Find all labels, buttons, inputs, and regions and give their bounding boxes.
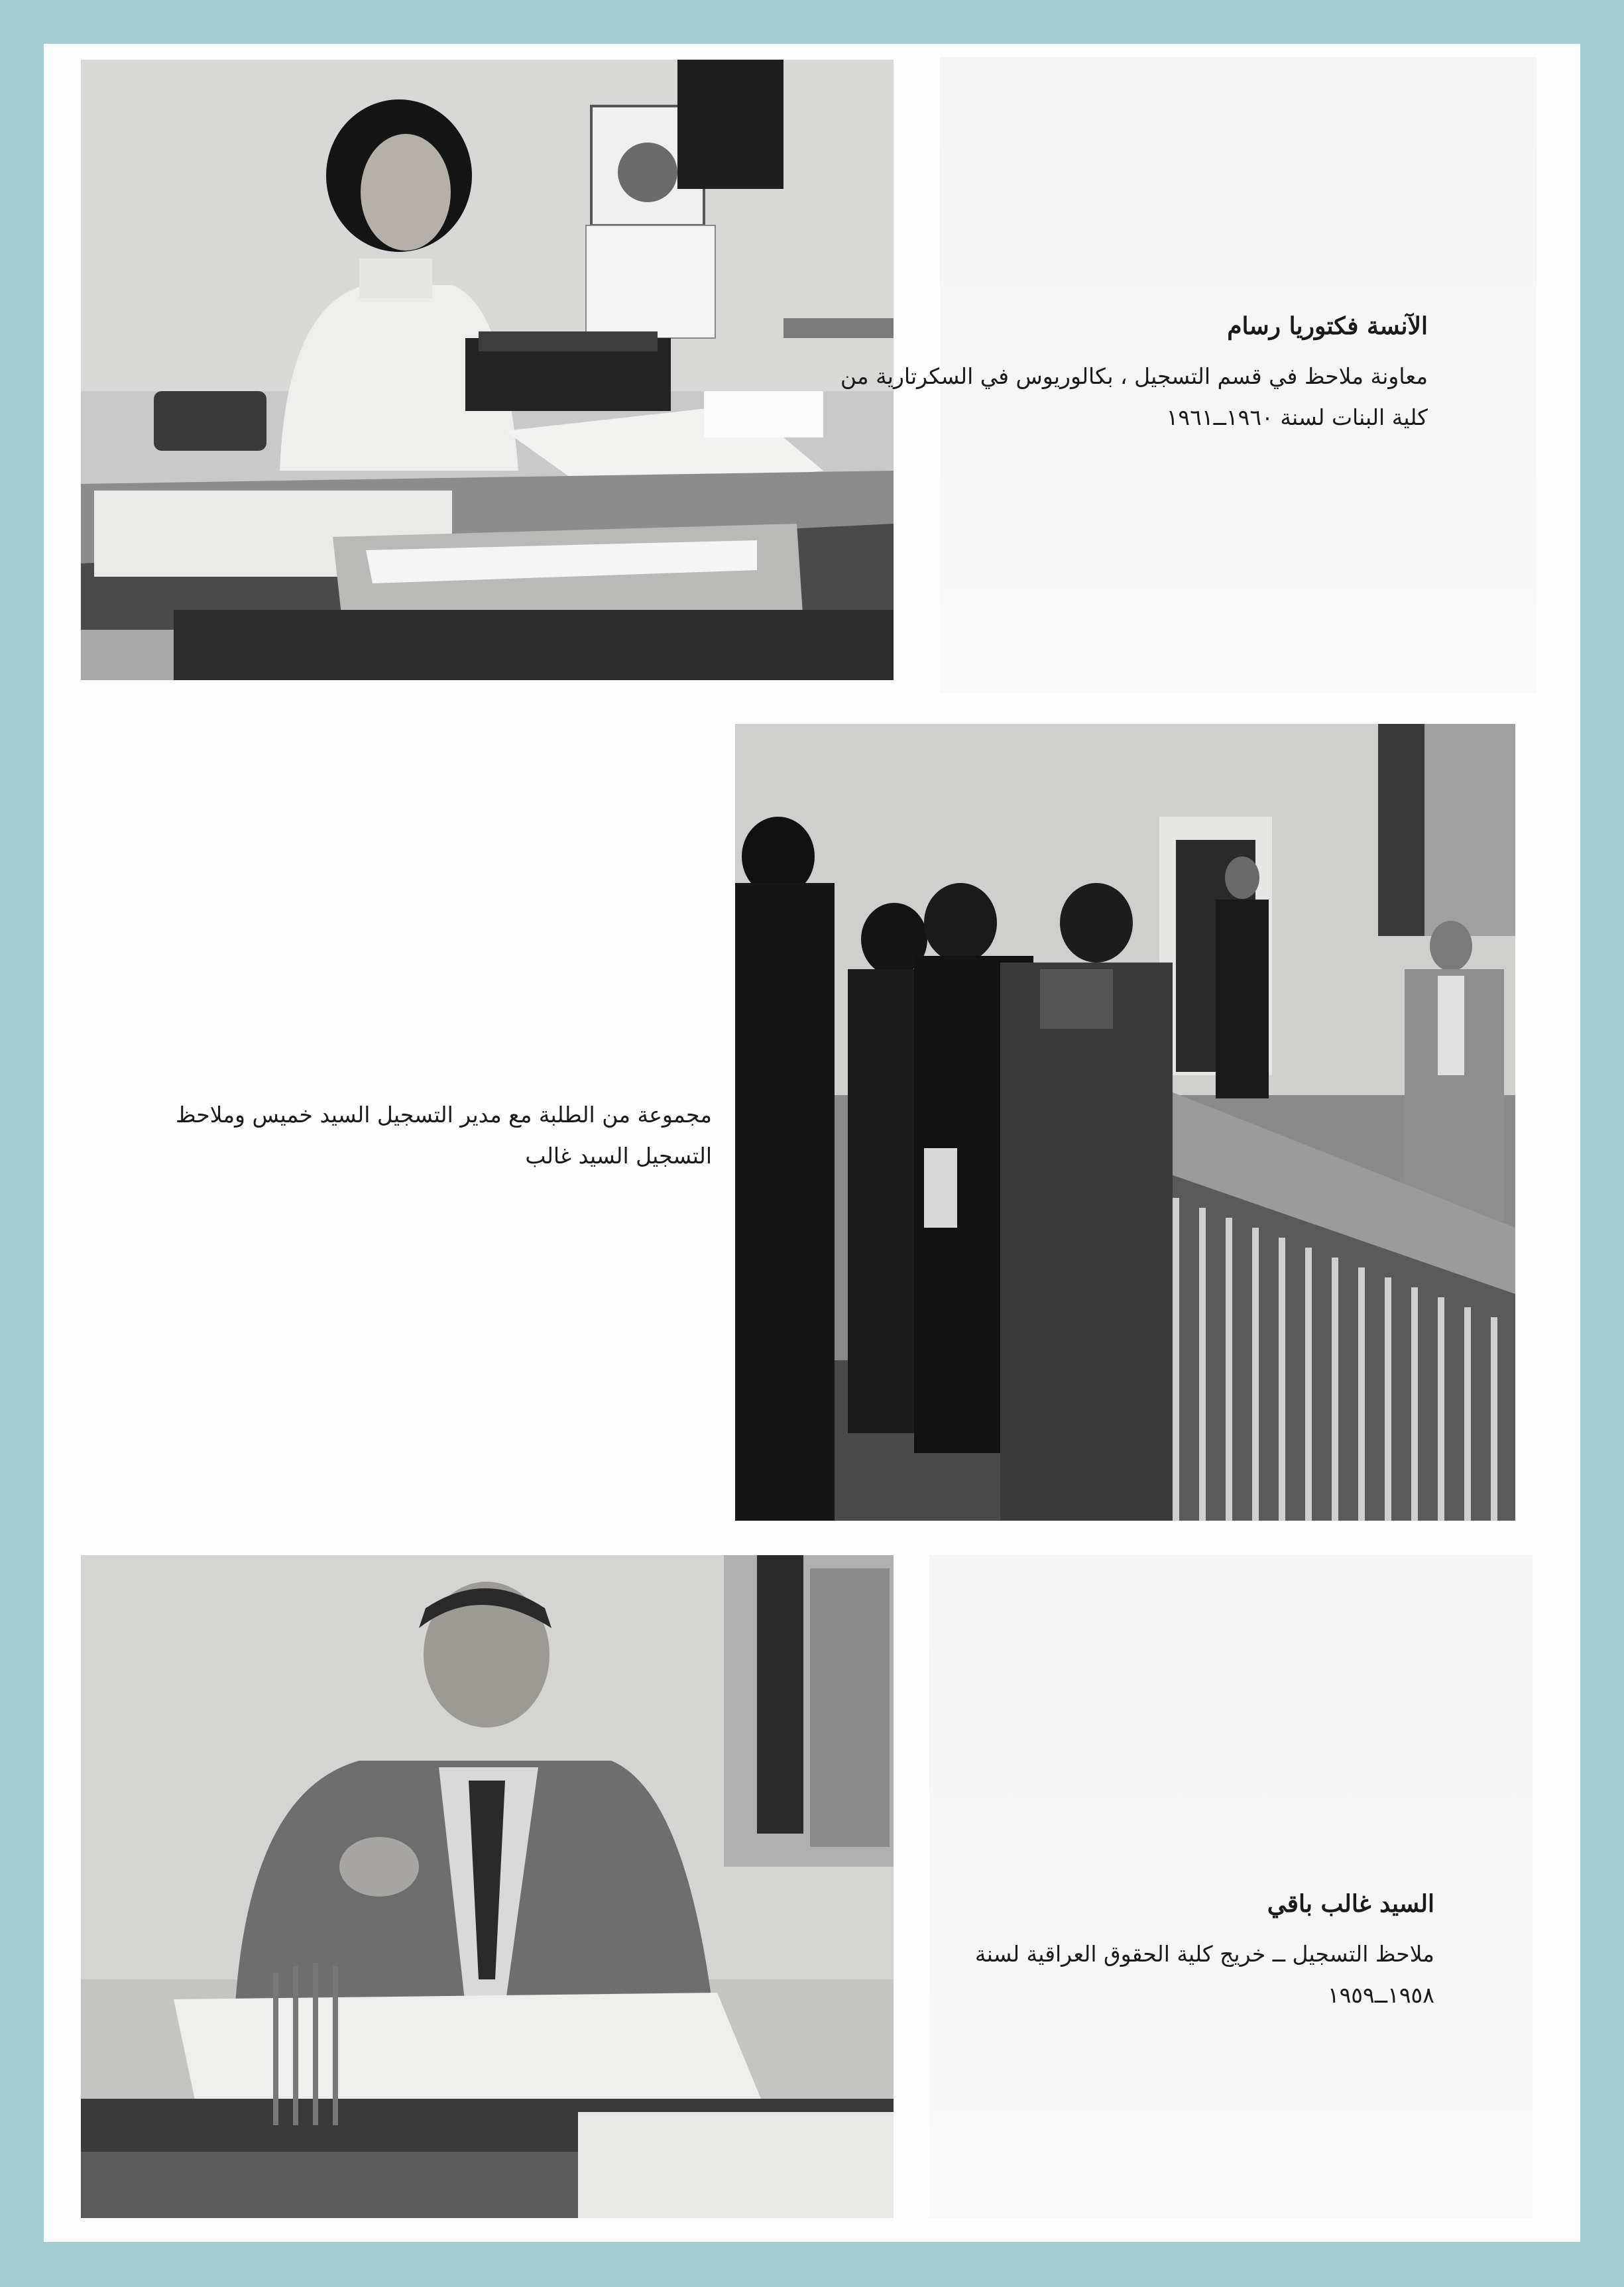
caption-top-line2: كلية البنات لسنة ١٩٦٠ــ١٩٦١ (1166, 404, 1428, 430)
caption-top-name: الآنسة فكتوريا رسام (1227, 312, 1428, 340)
caption-middle-line1: مجموعة من الطلبة مع مدير التسجيل السيد خميس وملاحظ (175, 1102, 712, 1128)
caption-panel-bottom (929, 1555, 1533, 2218)
caption-bottom-line1: ملاحظ التسجيل ــ خريج كلية الحقوق العراقية لسنة (974, 1941, 1434, 1967)
photo-woman-at-desk (81, 60, 894, 680)
caption-middle-line2: التسجيل السيد غالب (525, 1143, 712, 1169)
caption-top (841, 312, 1428, 438)
caption-bottom-name: السيد غالب باقي (1267, 1890, 1434, 1918)
photo-students-registration (735, 724, 1515, 1521)
album-page (44, 44, 1580, 2242)
photo-man-at-desk (81, 1555, 894, 2218)
caption-middle (176, 1094, 712, 1177)
caption-bottom (975, 1890, 1434, 2016)
caption-bottom-line2: ١٩٥٨ــ١٩٥٩ (1327, 1982, 1434, 2008)
caption-top-line1: معاونة ملاحظ في قسم التسجيل ، بكالوريوس في السكرتارية من (840, 363, 1428, 389)
